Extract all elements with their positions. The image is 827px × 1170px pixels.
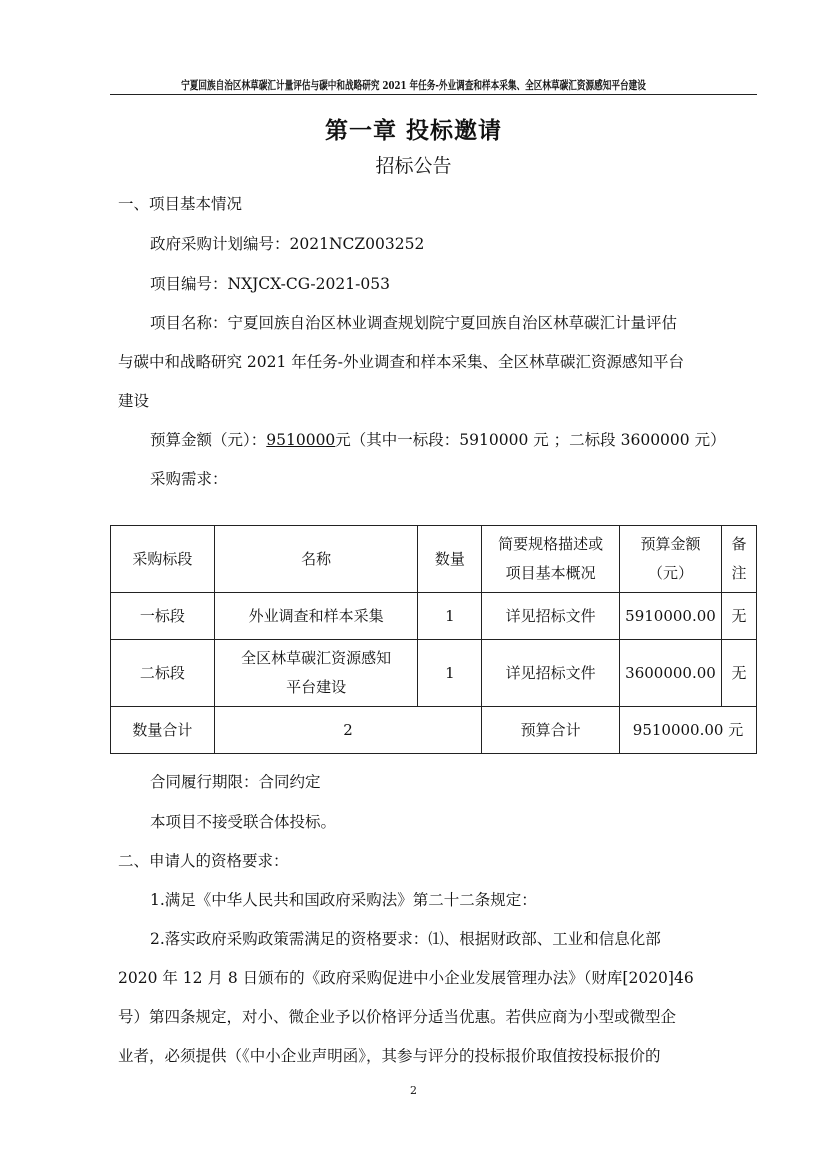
- requirement-1: 1.满足《中华人民共和国政府采购法》第二十二条规定：: [150, 891, 537, 909]
- row2-name: 全区林草碳汇资源感知 平台建设: [214, 640, 418, 707]
- chapter-title: 第一章 投标邀请: [324, 117, 502, 144]
- row1-segment: 一标段: [111, 593, 215, 640]
- total-quantity: 2: [214, 707, 481, 754]
- row2-segment: 二标段: [111, 640, 215, 707]
- row2-remark: 无: [722, 640, 757, 707]
- plan-number: 政府采购计划编号：2021NCZ003252: [150, 235, 425, 253]
- row1-quantity: 1: [418, 593, 482, 640]
- header-segment: 采购标段: [111, 526, 215, 593]
- project-name-line-2: 与碳中和战略研究 2021 年任务-外业调查和样本采集、全区林草碳汇资源感知平台: [118, 353, 685, 371]
- row1-remark: 无: [722, 593, 757, 640]
- budget-line: [150, 428, 726, 450]
- budget-amount: 9510000: [266, 431, 336, 449]
- running-header: 宁夏回族自治区林草碳汇计量评估与碳中和战略研究 2021 年任务-外业调查和样本采集、全区林草碳汇资源感知平台建设: [181, 78, 646, 92]
- requirement-2-line-2: 2020 年 12 月 8 日颁布的《政府采购促进中小企业发展管理办法》（财库[2020]46: [118, 969, 694, 987]
- project-name-line-1: 项目名称：宁夏回族自治区林业调查规划院宁夏回族自治区林草碳汇计量评估: [150, 314, 678, 332]
- section-heading-qualifications: 二、申请人的资格要求：: [118, 852, 289, 870]
- row2-budget: 3600000.00: [620, 640, 722, 707]
- table-header-row: [111, 526, 757, 593]
- header-spec: 简要规格描述或 项目基本概况: [482, 526, 620, 593]
- contract-period: 合同履行期限：合同约定: [150, 773, 321, 791]
- header-quantity: 数量: [418, 526, 482, 593]
- announcement-title: 招标公告: [375, 155, 452, 177]
- budget-prefix: 预算金额（元）：: [150, 431, 267, 449]
- total-budget: 9510000.00 元: [620, 707, 757, 754]
- requirement-2-line-1: 2.落实政府采购政策需满足的资格要求：⑴、根据财政部、工业和信息化部: [150, 930, 661, 948]
- total-label: 数量合计: [111, 707, 215, 754]
- table-row: [111, 640, 757, 707]
- procurement-needs-label: 采购需求：: [150, 470, 228, 488]
- header-name: 名称: [214, 526, 418, 593]
- row1-name: 外业调查和样本采集: [214, 593, 418, 640]
- project-number: 项目编号：NXJCX-CG-2021-053: [150, 275, 390, 293]
- row2-quantity: 1: [418, 640, 482, 707]
- requirement-2-line-3: 号）第四条规定，对小、微企业予以价格评分适当优惠。若供应商为小型或微型企: [118, 1008, 677, 1026]
- requirement-2-line-4: 业者，必须提供（《中小企业声明函》，其参与评分的投标报价取值按投标报价的: [118, 1047, 661, 1065]
- procurement-table: [110, 525, 757, 754]
- budget-suffix: 元（其中一标段：5910000 元 ；二标段 3600000 元）: [335, 431, 726, 449]
- row2-spec: 详见招标文件: [482, 640, 620, 707]
- row1-budget: 5910000.00: [620, 593, 722, 640]
- no-consortium-note: 本项目不接受联合体投标。: [150, 813, 337, 831]
- header-budget: 预算金额 （元）: [620, 526, 722, 593]
- row1-spec: 详见招标文件: [482, 593, 620, 640]
- table-total-row: [111, 707, 757, 754]
- header-remark: 备 注: [722, 526, 757, 593]
- header-rule: [110, 94, 757, 95]
- table-row: [111, 593, 757, 640]
- total-budget-label: 预算合计: [482, 707, 620, 754]
- section-heading-basic-info: 一、项目基本情况: [118, 195, 243, 213]
- page-number: 2: [410, 1084, 417, 1097]
- project-name-line-3: 建设: [118, 392, 150, 410]
